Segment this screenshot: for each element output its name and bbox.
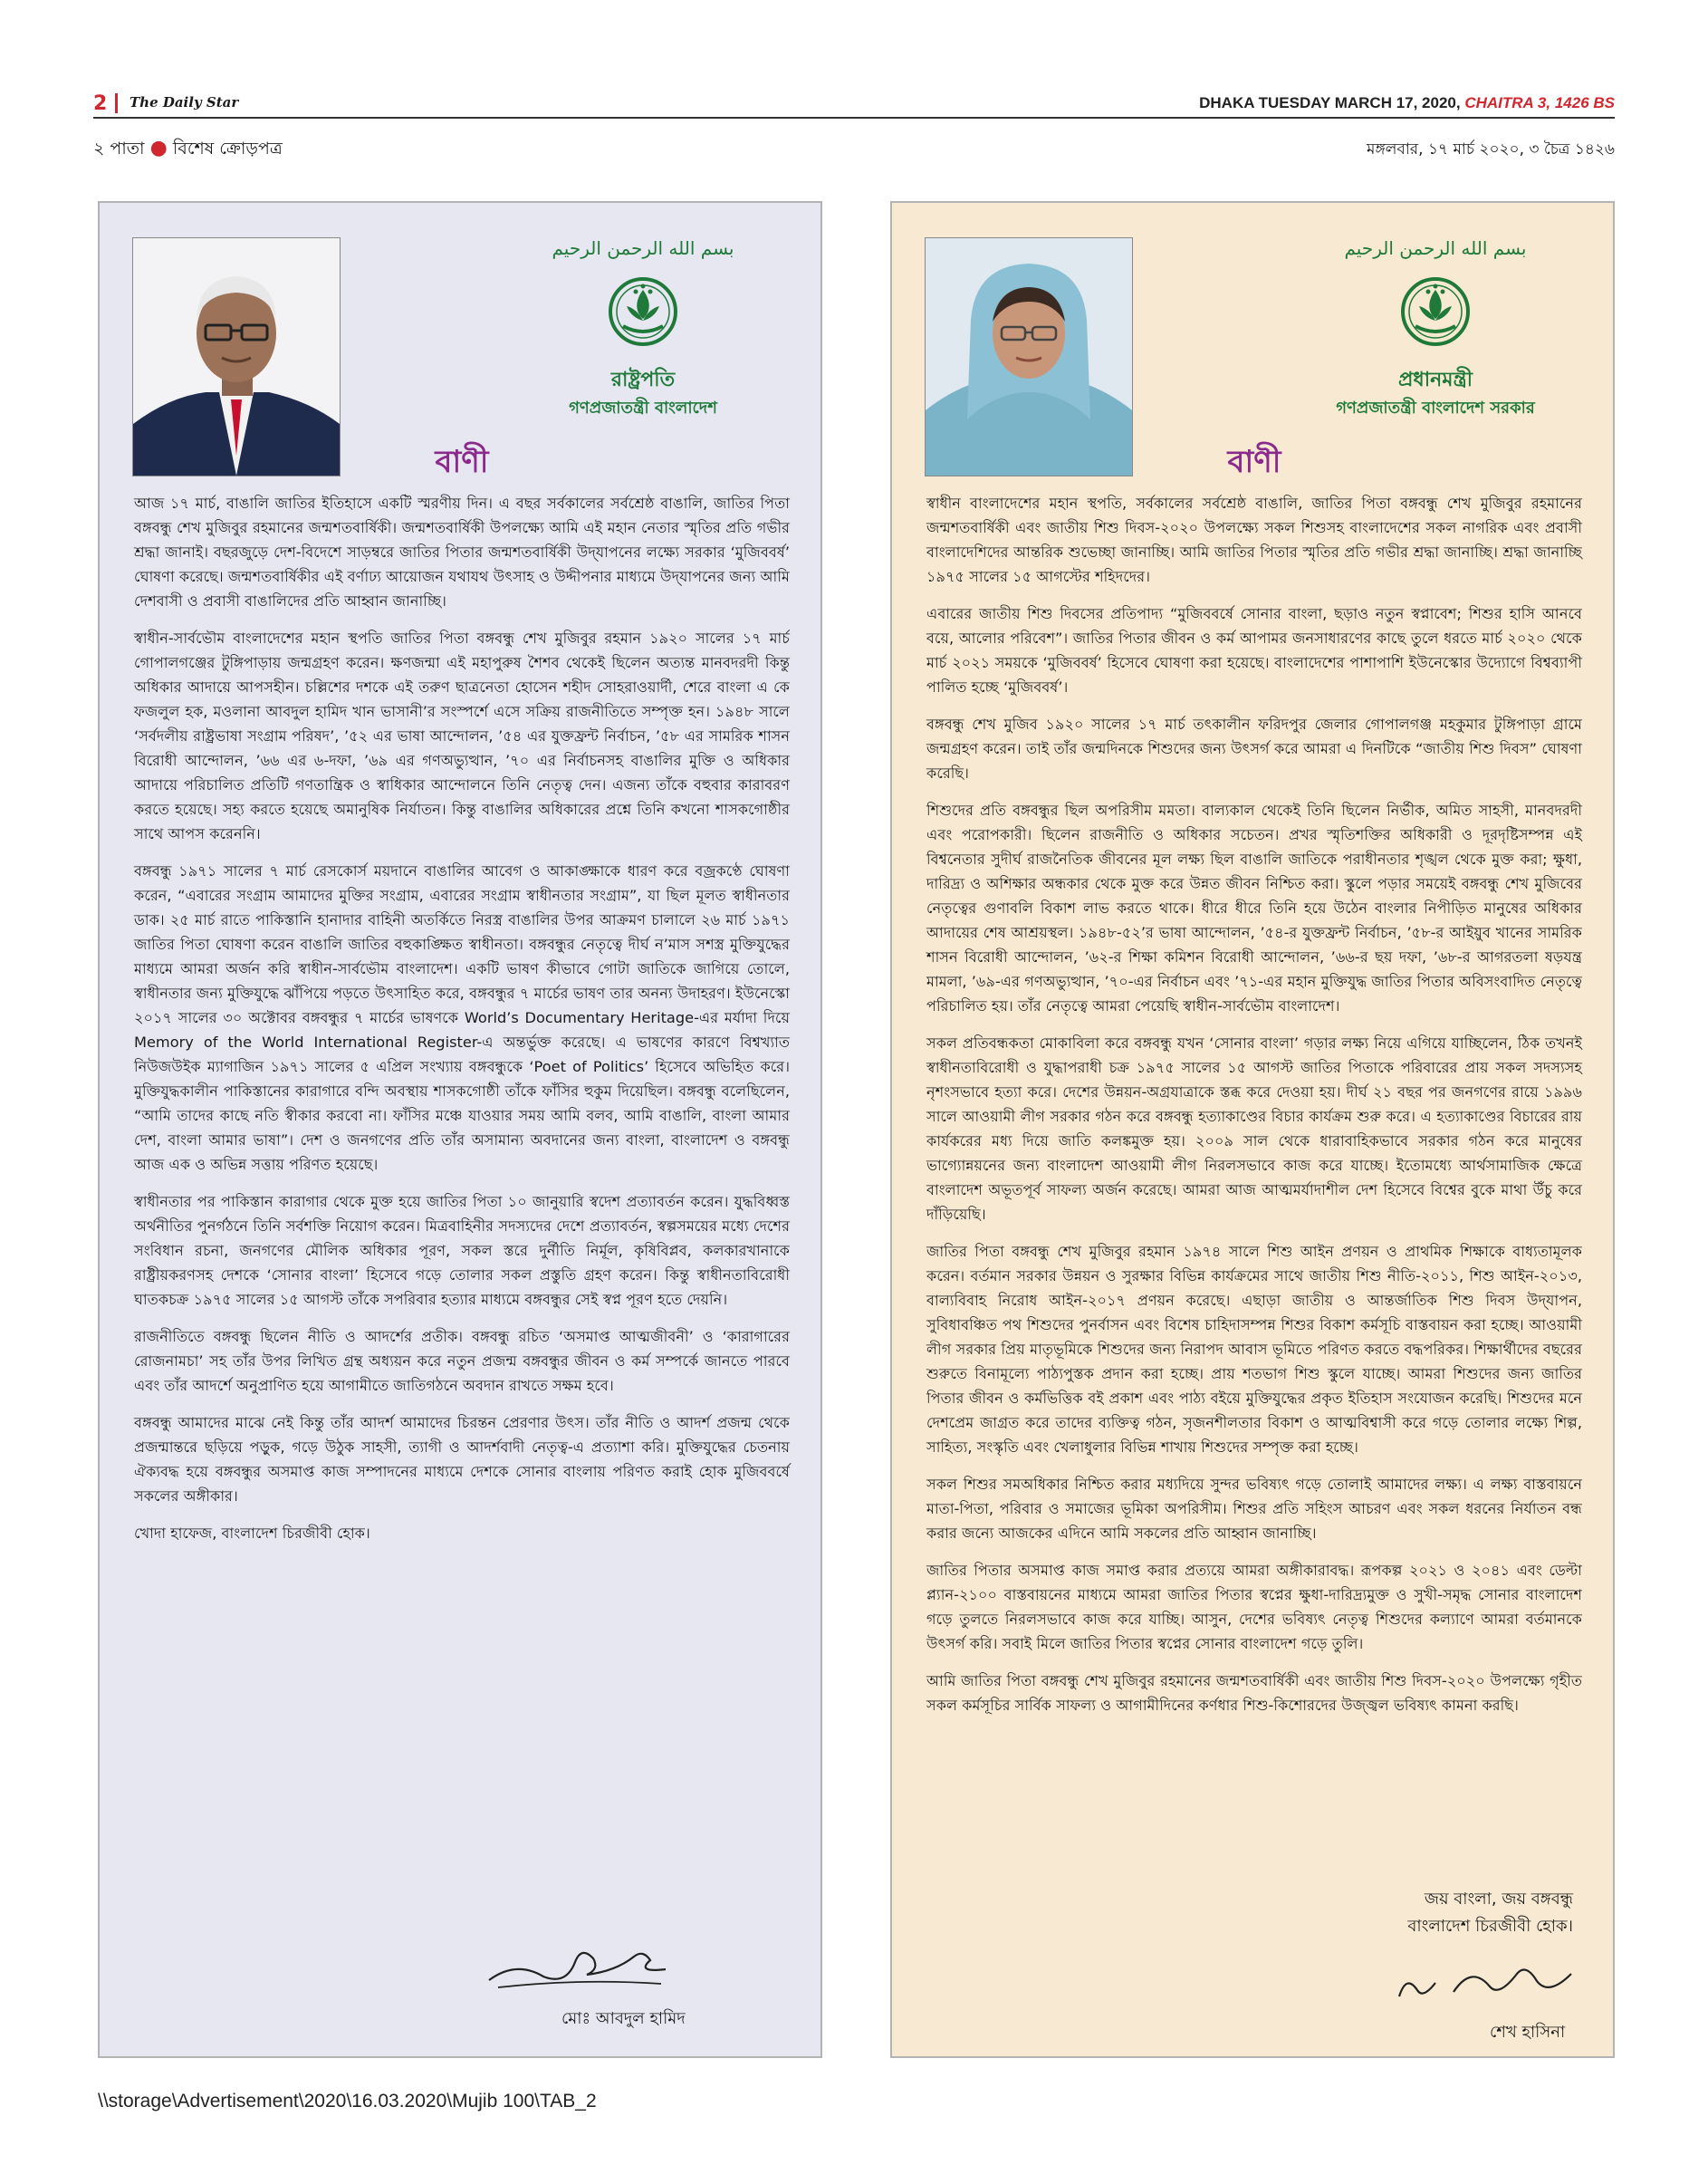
date-bn: মঙ্গলবার, ১৭ মার্চ ২০২০, ৩ চৈত্র ১৪২৬ [1367,140,1615,159]
masthead [93,91,1615,116]
president-signature [480,1933,679,2000]
masthead-divider [115,93,118,113]
closing-line: জয় বাংলা, জয় বঙ্গবন্ধু [1424,1890,1573,1909]
government-name: গণপ্রজাতন্ত্রী বাংলাদেশ সরকার [1336,399,1535,418]
bismillah-calligraphy: بسم الله الرحمن الرحيم [1344,237,1527,259]
bangladesh-emblem-icon [1318,274,1553,353]
masthead-date [1199,94,1615,112]
president-message-body [134,491,790,1558]
paragraph: শিশুদের প্রতি বঙ্গবন্ধুর ছিল অপরিসীম মমতা। বাল্যকাল থেকেই তিনি ছিলেন নির্ভীক, অমিত সাহসী, মানবদরদী এবং পরোপকারী। ছিলেন রাজনীতি ও অধিকার সচেতন। প্রখর স্মৃতিশক্তির অধিকারী ও দূরদৃষ্টিসম্পন্ন এই বিশ্বনেতার সুদীর্ঘ রাজনৈতিক জীবনের মূল লক্ষ্য ছিল বাঙালি জাতিকে পরাধীনতার শৃঙ্খল থেকে মুক্ত করা; ক্ষুধা, দারিদ্র্য ও অশিক্ষার অন্ধকার থেকে মুক্ত করে উন্নত জীবন নিশ্চিত করা। স্কুলে পড়ার সময়েই বঙ্গবন্ধু শেখ মুজিবের নেতৃত্বের গুণাবলি বিকাশ লাভ করতে থাকে। ধীরে ধীরে তিনি হয়ে উঠেন বাংলার নিপীড়িত মানুষের অধিকার আদায়ের শেষ আশ্রয়স্থল। ১৯৪৮-৫২’র ভাষা আন্দোলন, ’৫৪-র যুক্তফ্রন্ট নির্বাচন, ’৫৮-র আইয়ুব খানের সামরিক শাসন বিরোধী আন্দোলন, ’৬২-র শিক্ষা কমিশন বিরোধী আন্দোলন, ’৬৬-র ছয় দফা, ’৬৮-র আগরতলা ষড়যন্ত্র মামলা, ’৬৯-এর গণঅভ্যুত্থান, ’৭০-এর নির্বাচন এবং ’৭১-এর মহান মুক্তিযুদ্ধ জাতির পিতার অবিসংবাদিত নেতৃত্বে পরিচালিত হয়। তাঁর নেতৃত্বে আমরা পেয়েছি স্বাধীন-সার্বভৌম বাংলাদেশ। [926,802,1582,1015]
supplement-label [93,136,283,165]
signatory-name: শেখ হাসিনা [1490,2023,1566,2042]
bangladesh-emblem-icon [525,274,761,353]
masthead-rule [93,117,1615,119]
prime-minister-title: প্রধানমন্ত্রী [1397,369,1473,391]
prime-minister-message-body [926,491,1582,1730]
message-heading: বাণী [1227,444,1281,480]
closing-lines [1407,1886,1573,1940]
paragraph: জাতির পিতার অসমাপ্ত কাজ সমাপ্ত করার প্রত্যয়ে আমরা অঙ্গীকারাবদ্ধ। রূপকল্প ২০২১ ও ২০৪১ এবং ডেল্টা প্ল্যান-২১০০ বাস্তবায়নের মাধ্যমে আমরা জাতির পিতার স্বপ্নের ক্ষুধা-দারিদ্র্যমুক্ত ও সুখী-সমৃদ্ধ সোনার বাংলাদেশ গড়ে তুলতে নিরলসভাবে কাজ করে যাচ্ছি। আসুন, দেশের ভবিষ্যৎ নেতৃত্ব শিশুদের কল্যাণে আমরা বর্তমানকে উৎসর্গ করি। সবাই মিলে জাতির পিতার স্বপ্নের সোনার বাংলাদেশ গড়ে তুলি। [926,1562,1582,1652]
paragraph: স্বাধীনতার পর পাকিস্তান কারাগার থেকে মুক্ত হয়ে জাতির পিতা ১০ জানুয়ারি স্বদেশ প্রত্যাবর্তন করেন। যুদ্ধবিধ্বস্ত অর্থনীতির পুনর্গঠনে তিনি সর্বশক্তি নিয়োগ করেন। মিত্রবাহিনীর সদস্যদের দেশে প্রত্যাবর্তন, স্বল্পসময়ের মধ্যে দেশের সংবিধান রচনা, জনগণের মৌলিক অধিকার পূরণ, সকল স্তরে দুর্নীতি নির্মূল, কৃষিবিপ্লব, কলকারখানাকে রাষ্ট্রীয়করণসহ দেশকে ‘সোনার বাংলা’ হিসেবে গড়ে তোলার সকল প্রস্তুতি গ্রহণ করেন। কিন্তু স্বাধীনতাবিরোধী ঘাতকচক্র ১৯৭৫ সালের ১৫ আগস্ট তাঁকে সপরিবার হত্যার মাধ্যমে বঙ্গবন্ধুর সেই স্বপ্ন পূরণ হতে দেয়নি। [134,1193,790,1308]
page-label-bn: ২ পাতা [93,139,145,159]
president-title: রাষ্ট্রপতি [610,369,676,391]
paragraph: বঙ্গবন্ধু ১৯৭১ সালের ৭ মার্চ রেসকোর্স ময়দানে বাঙালির আবেগ ও আকাঙ্ক্ষাকে ধারণ করে বজ্রকণ্ঠে ঘোষণা করেন, “এবারের সংগ্রাম আমাদের মুক্তির সংগ্রাম, এবারের সংগ্রাম স্বাধীনতার সংগ্রাম”, যা ছিল মূলত স্বাধীনতার ডাক। ২৫ মার্চ রাতে পাকিস্তানি হানাদার বাহিনী অতর্কিতে নিরস্ত্র বাঙালির উপর আক্রমণ চালালে ২৬ মার্চ ১৯৭১ জাতির পিতা ঘোষণা করেন বাঙালি জাতির বহুকাঙ্ক্ষিত স্বাধীনতা। বঙ্গবন্ধুর নেতৃত্বে দীর্ঘ ন’মাস সশস্ত্র মুক্তিযুদ্ধের মাধ্যমে আমরা অর্জন করি স্বাধীন-সার্বভৌম বাংলাদেশ। একটি ভাষণ কীভাবে গোটা জাতিকে জাগিয়ে তোলে, স্বাধীনতার জন্য মুক্তিযুদ্ধে ঝাঁপিয়ে পড়তে উৎসাহিত করে, বঙ্গবন্ধুর ৭ মার্চের ভাষণ তার অনন্য উদাহরণ। ইউনেস্কো ২০১৭ সালের ৩০ অক্টোবর বঙ্গবন্ধুর ৭ মার্চের ভাষণকে World’s Documentary Heritage-এর মর্যাদা দিয়ে Memory of the World International Register-এ অন্তর্ভুক্ত করেছে। এ ভাষণের কারণে বিশ্বখ্যাত নিউজউইক ম্যাগাজিন ১৯৭১ সালের ৫ এপ্রিল সংখ্যায় বঙ্গবন্ধুকে ‘Poet of Politics’ হিসেবে অভিহিত করে। মুক্তিযুদ্ধকালীন পাকিস্তানের কারাগারে বন্দি অবস্থায় শাসকগোষ্ঠী তাঁকে ফাঁসির হুকুম দিয়েছিল। বঙ্গবন্ধু বলেছিলেন, “আমি তাদের কাছে নতি স্বীকার করবো না। ফাঁসির মঞ্চে যাওয়ার সময় আমি বলব, আমি বাঙালি, বাংলা আমার দেশ, বাংলা আমার ভাষা”। দেশ ও জনগণের প্রতি তাঁর অসামান্য অবদানের জন্য বাংলা, বাংলাদেশ ও বঙ্গবন্ধু আজ এক ও অভিন্ন সত্তায় পরিণত হয়েছে। [134,862,790,1173]
paragraph: আজ ১৭ মার্চ, বাঙালি জাতির ইতিহাসে একটি স্মরণীয় দিন। এ বছর সর্বকালের সর্বশ্রেষ্ঠ বাঙালি, জাতির পিতা বঙ্গবন্ধু শেখ মুজিবুর রহমানের জন্মশতবার্ষিকী। জন্মশতবার্ষিকী উপলক্ষ্যে আমি এই মহান নেতার স্মৃতির প্রতি গভীর শ্রদ্ধা জানাই। বছরজুড়ে দেশ-বিদেশে সাড়ম্বরে জাতির পিতার জন্মশতবার্ষিকী উদ্‌যাপনের লক্ষ্যে সরকার ‘মুজিববর্ষ’ ঘোষণা করেছে। জন্মশতবার্ষিকীর এই বর্ণাঢ্য আয়োজন যথাযথ উৎসাহ ও উদ্দীপনার মাধ্যমে উদ্‌যাপনের জন্য আমি দেশবাসী ও প্রবাসী বাঙালিদের প্রতি আহ্বান জানাচ্ছি। [134,495,790,610]
paragraph: খোদা হাফেজ, বাংলাদেশ চিরজীবী হোক। [134,1525,370,1542]
page-number: 2 [93,92,108,115]
bismillah-calligraphy: بسم الله الرحمن الرحيم [552,237,734,259]
paragraph: রাজনীতিতে বঙ্গবন্ধু ছিলেন নীতি ও আদর্শের প্রতীক। বঙ্গবন্ধু রচিত ‘অসমাপ্ত আত্মজীবনী’ ও ‘কারাগারের রোজনামচা’ সহ তাঁর উপর লিখিত গ্রন্থ অধ্যয়ন করে নতুন প্রজন্ম বঙ্গবন্ধুর জীবন ও কর্ম সম্পর্কে জানতে পারবে এবং তাঁর আদর্শে অনুপ্রাণিত হয়ে আগামীতে জাতিগঠনে অবদান রাখতে সক্ষম হবে। [134,1328,790,1394]
paragraph: এবারের জাতীয় শিশু দিবসের প্রতিপাদ্য “মুজিববর্ষে সোনার বাংলা, ছড়াও নতুন স্বপ্নাবেশ; শিশুর হাসি আনবে বয়ে, আলোর পরিবেশ”। জাতির পিতার জীবন ও কর্ম আপামর জনসাধারণের কাছে তুলে ধরতে মার্চ ২০২০ থেকে মার্চ ২০২১ সময়কে ‘মুজিববর্ষ’ হিসেবে ঘোষণা করা হয়েছে। বাংলাদেশের পাশাপাশি ইউনেস্কোর উদ্যোগে বিশ্বব্যাপী পালিত হচ্ছে ‘মুজিববর্ষ’। [926,605,1582,696]
paragraph: বঙ্গবন্ধু আমাদের মাঝে নেই কিন্তু তাঁর আদর্শ আমাদের চিরন্তন প্রেরণার উৎস। তাঁর নীতি ও আদর্শ প্রজন্ম থেকে প্রজন্মান্তরে ছড়িয়ে পড়ুক, গড়ে উঠুক সাহসী, ত্যাগী ও আদর্শবাদী নেতৃত্ব-এ প্রত্যাশা করি। মুক্তিযুদ্ধের চেতনায় ঐক্যবদ্ধ হয়ে বঙ্গবন্ধুর অসমাপ্ত কাজ সম্পাদনের মাধ্যমে দেশকে সোনার বাংলায় পরিণত করাই হোক মুজিববর্ষে সকলের অঙ্গীকার। [134,1414,790,1505]
date-main: TUESDAY MARCH 17, 2020, [1258,94,1461,111]
date-bengali-calendar: CHAITRA 3, 1426 BS [1464,94,1615,111]
prime-minister-photo [925,237,1133,476]
signatory-name: মোঃ আবদুল হামিদ [561,2009,686,2028]
newspaper-logo: The Daily Star [130,94,239,111]
president-photo [132,237,341,476]
closing-line: বাংলাদেশ চিরজীবী হোক। [1407,1917,1573,1936]
paragraph: সকল প্রতিবন্ধকতা মোকাবিলা করে বঙ্গবন্ধু যখন ‘সোনার বাংলা’ গড়ার লক্ষ্য নিয়ে এগিয়ে যাচ্ছিলেন, ঠিক তখনই স্বাধীনতাবিরোধী ও যুদ্ধাপরাধী চক্র ১৯৭৫ সালের ১৫ আগস্ট জাতির পিতাকে পরিবারের প্রায় সকল সদস্যসহ নৃশংসভাবে হত্যা করে। দেশের উন্নয়ন-অগ্রযাত্রাকে স্তব্ধ করে দেওয়া হয়। দীর্ঘ ২১ বছর পর জনগণের রায়ে ১৯৯৬ সালে আওয়ামী লীগ সরকার গঠন করে বঙ্গবন্ধু হত্যাকাণ্ডের বিচার কার্যক্রম শুরু করে। এ হত্যাকাণ্ডের বিচারের রায় কার্যকরের মধ্য দিয়ে জাতি কলঙ্কমুক্ত হয়। ২০০৯ সাল থেকে ধারাবাহিকভাবে সরকার গঠন করে মানুষের ভাগ্যোন্নয়নের জন্য বাংলাদেশ আওয়ামী লীগ নিরলসভাবে কাজ করে যাচ্ছে। ইতোমধ্যে আর্থসামাজিক ক্ষেত্রে বাংলাদেশ অভূতপূর্ব সাফল্য অর্জন করেছে। আমরা আজ আত্মমর্যাদাশীল দেশ হিসেবে বিশ্বের বুকে মাথা উঁচু করে দাঁড়িয়েছি। [926,1034,1582,1223]
date-prefix: DHAKA [1199,94,1254,111]
bullet-icon: ● [149,137,168,159]
prime-minister-message-panel [890,201,1615,2058]
paragraph: স্বাধীন-সার্বভৌম বাংলাদেশের মহান স্থপতি জাতির পিতা বঙ্গবন্ধু শেখ মুজিবুর রহমান ১৯২০ সালের ১৭ মার্চ গোপালগঞ্জের টুঙ্গিপাড়ায় জন্মগ্রহণ করেন। ক্ষণজন্মা এই মহাপুরুষ শৈশব থেকেই ছিলেন অত্যন্ত মানবদরদী কিন্তু অধিকার আদায়ে আপসহীন। চল্লিশের দশকে এই তরুণ ছাত্রনেতা হোসেন শহীদ সোহরাওয়ার্দী, শেরে বাংলা এ কে ফজলুল হক, মওলানা আবদুল হামিদ খান ভাসানী’র সংস্পর্শে এসে সক্রিয় রাজনীতিতে সম্পৃক্ত হন। ১৯৪৮ সালে ‘সর্বদলীয় রাষ্ট্রভাষা সংগ্রাম পরিষদ’, ’৫২ এর ভাষা আন্দোলন, ’৫৪ এর যুক্তফ্রন্ট নির্বাচন, ’৫৮ এর সামরিক শাসন বিরোধী আন্দোলন, ’৬৬ এর ৬-দফা, ’৬৯ এর গণঅভ্যুত্থান, ’৭০ এর নির্বাচনসহ বাঙালির মুক্তি ও অধিকার আদায়ে পরিচালিত প্রতিটি গণতান্ত্রিক ও স্বাধিকার আন্দোলনে তিনি নেতৃত্ব দেন। এজন্য তাঁকে বহুবার কারাবরণ করতে হয়েছে। সহ্য করতে হয়েছে অমানুষিক নির্যাতন। কিন্তু বাঙালির অধিকারের প্রশ্নে তিনি কখনো শাসকগোষ্ঠীর সাথে আপস করেননি। [134,630,790,842]
supplement-title: বিশেষ ক্রোড়পত্র [172,139,283,159]
paragraph: আমি জাতির পিতা বঙ্গবন্ধু শেখ মুজিবুর রহমানের জন্মশতবার্ষিকী এবং জাতীয় শিশু দিবস-২০২০ উপলক্ষ্যে গৃহীত সকল কর্মসূচির সার্বিক সাফল্য ও আগামীদিনের কর্ণধার শিশু-কিশোরদের উজ্জ্বল ভবিষ্যৎ কামনা করছি। [926,1672,1582,1714]
government-name: গণপ্রজাতন্ত্রী বাংলাদেশ [569,399,717,418]
prime-minister-signature [1390,1947,1598,2014]
message-heading: বাণী [435,444,489,480]
paragraph: জাতির পিতা বঙ্গবন্ধু শেখ মুজিবুর রহমান ১৯৭৪ সালে শিশু আইন প্রণয়ন ও প্রাথমিক শিক্ষাকে বাধ্যতামূলক করেন। বর্তমান সরকার উন্নয়ন ও সুরক্ষার বিভিন্ন কার্যক্রমের সাথে জাতীয় শিশু নীতি-২০১১, শিশু আইন-২০১৩, বাল্যবিবাহ নিরোধ আইন-২০১৭ প্রণয়ন করেছে। এছাড়া জাতীয় ও আন্তর্জাতিক শিশু দিবস উদ্‌যাপন, সুবিধাবঞ্চিত পথ শিশুদের পুনর্বাসন এবং বিশেষ চাহিদাসম্পন্ন শিশুর বিকাশ কর্মসূচি বাস্তবায়ন করা হচ্ছে। আওয়ামী লীগ সরকার প্রিয় মাতৃভূমিকে শিশুদের জন্য নিরাপদ আবাস ভূমিতে পরিণত করতে বদ্ধপরিকর। শিক্ষার্থীদের বছরের শুরুতে বিনামূল্যে পাঠ্যপুস্তক প্রদান করা হচ্ছে। প্রায় শতভাগ শিশু স্কুলে যাচ্ছে। আমরা শিশুদের জন্য জাতির পিতার জীবন ও কর্মভিত্তিক বই প্রকাশ এবং পাঠ্য বইয়ে মুক্তিযুদ্ধের প্রকৃত ইতিহাস সংযোজন করেছি। শিশুদের মনে দেশপ্রেম জাগ্রত করে তাদের ব্যক্তিত্ব গঠন, সৃজনশীলতার বিকাশ ও আত্মবিশ্বাসী করে গড়ে তোলার লক্ষ্যে শিল্প, সাহিত্য, সংস্কৃতি এবং খেলাধুলার বিভিন্ন শাখায় শিশুদের সম্পৃক্ত করা হচ্ছে। [926,1243,1582,1456]
paragraph: স্বাধীন বাংলাদেশের মহান স্থপতি, সর্বকালের সর্বশ্রেষ্ঠ বাঙালি, জাতির পিতা বঙ্গবন্ধু শেখ মুজিবুর রহমানের জন্মশতবার্ষিকী এবং জাতীয় শিশু দিবস-২০২০ উপলক্ষ্যে সকল শিশুসহ বাংলাদেশের সকল নাগরিক এবং প্রবাসী বাংলাদেশিদের আন্তরিক শুভেচ্ছা জানাচ্ছি। আমি জাতির পিতার স্মৃতির প্রতি গভীর শ্রদ্ধা জানাচ্ছি। শ্রদ্ধা জানাচ্ছি ১৯৭৫ সালের ১৫ আগস্টের শহিদদের। [926,495,1582,585]
paragraph: বঙ্গবন্ধু শেখ মুজিব ১৯২০ সালের ১৭ মার্চ তৎকালীন ফরিদপুর জেলার গোপালগঞ্জ মহকুমার টুঙ্গিপাড়া গ্রামে জন্মগ্রহণ করেন। তাই তাঁর জন্মদিনকে শিশুদের জন্য উৎসর্গ করে আমরা এ দিনটিকে “জাতীয় শিশু দিবস” ঘোষণা করেছি। [926,716,1582,782]
paragraph: সকল শিশুর সমঅধিকার নিশ্চিত করার মধ্যদিয়ে সুন্দর ভবিষ্যৎ গড়ে তোলাই আমাদের লক্ষ্য। এ লক্ষ্য বাস্তবায়নে মাতা-পিতা, পরিবার ও সমাজের ভূমিকা অপরিসীম। শিশুর প্রতি সহিংস আচরণ এবং সকল ধরনের নির্যাতন বন্ধ করার জন্যে আজকের এদিনে আমি সকলের প্রতি আহ্বান জানাচ্ছি। [926,1476,1582,1542]
president-message-panel [98,201,822,2058]
file-path-footer: \\storage\Advertisement\2020\16.03.2020\Mujib 100\TAB_2 [98,2091,597,2111]
